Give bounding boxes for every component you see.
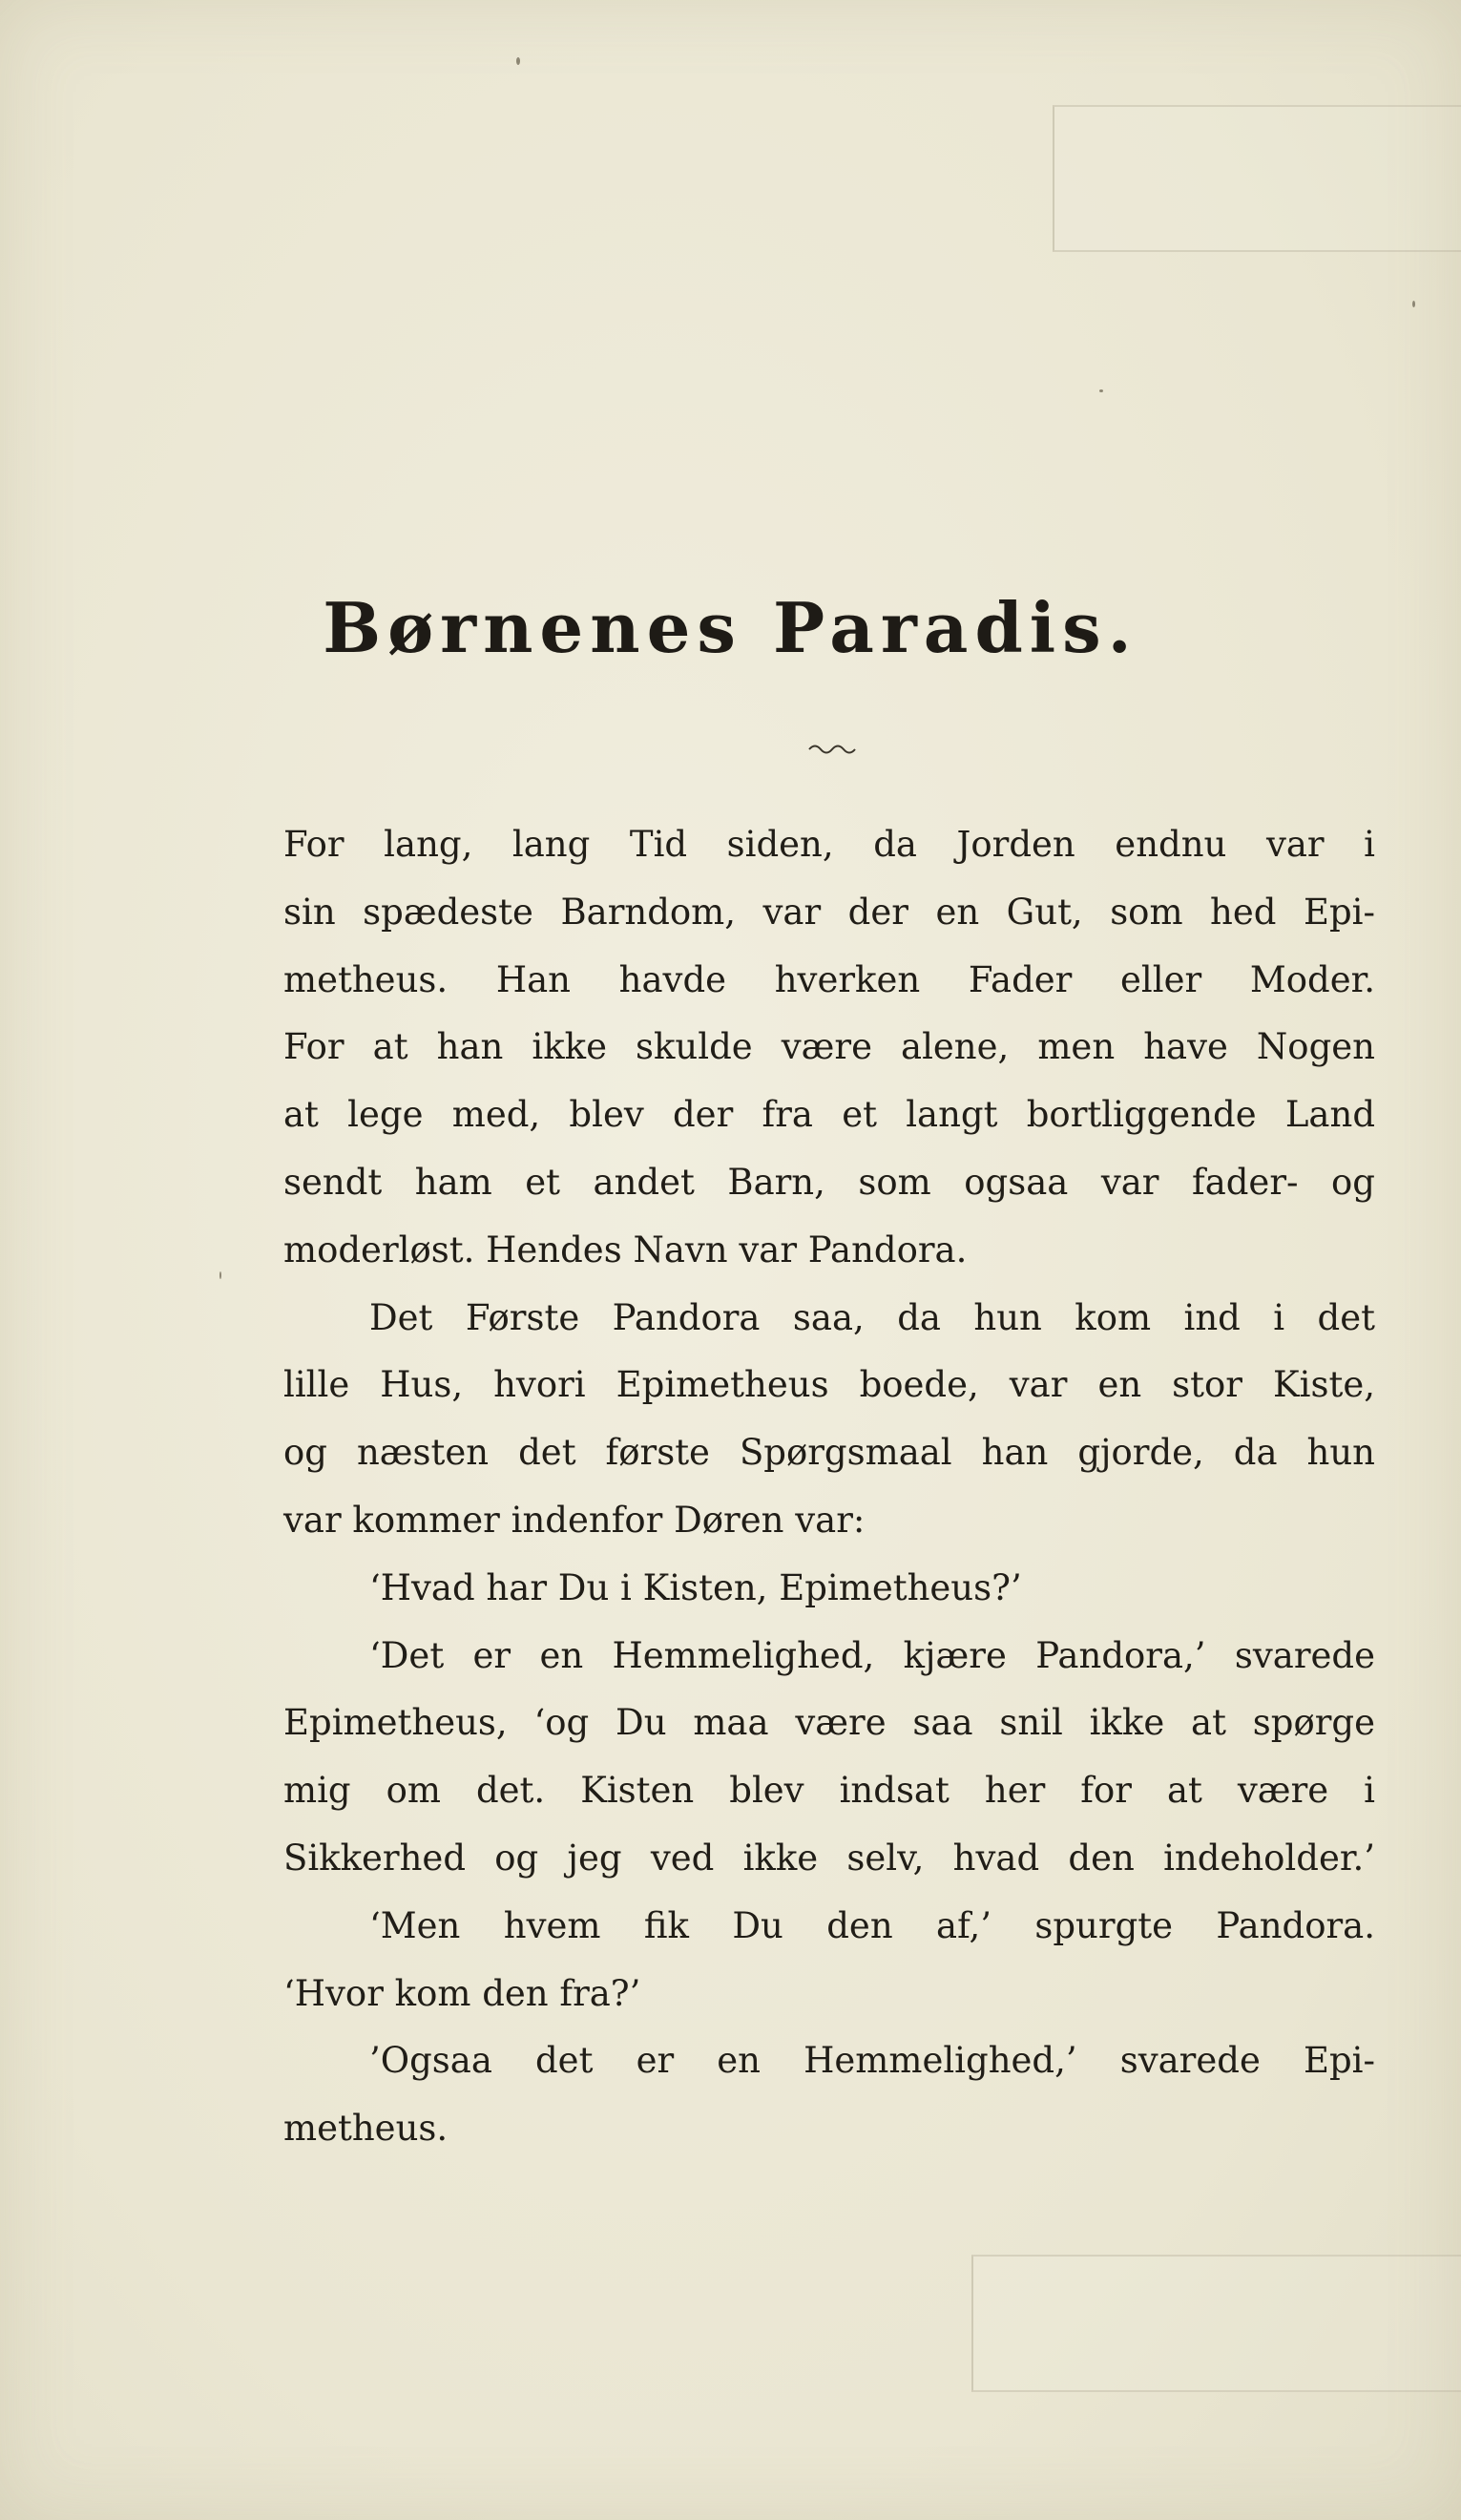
paper-slip-bottom (971, 2255, 1461, 2392)
text-line: sin spædeste Barndom, var der en Gut, som hed Epi- (283, 891, 1375, 933)
text-line: moderløst. Hendes Navn var Pandora. (283, 1228, 968, 1270)
text-line: For at han ikke skulde være alene, men have Nogen (283, 1026, 1375, 1068)
text-line: Det Første Pandora saa, da hun kom ind i det (369, 1296, 1375, 1338)
text-line: ’Ogsaa det er en Hemmelighed,’ svarede Epi- (369, 2040, 1375, 2082)
text-line: mig om det. Kisten blev indsat her for at være i (283, 1770, 1375, 1812)
text-line: metheus. Han havde hverken Fader eller Moder. (283, 958, 1375, 1000)
text-line: var kommer indenfor Døren var: (283, 1499, 866, 1541)
text-line: ‘Det er en Hemmelighed, kjære Pandora,’ svarede (369, 1634, 1375, 1676)
text-line: Epimetheus, ‘og Du maa være saa snil ikke at spørge (283, 1702, 1375, 1744)
text-line: For lang, lang Tid siden, da Jorden endnu var i (283, 824, 1375, 865)
text-line: sendt ham et andet Barn, som ogsaa var fader- og (283, 1161, 1375, 1203)
text-line: og næsten det første Spørgsmaal han gjorde, da hun (283, 1432, 1375, 1474)
text-line: Sikkerhed og jeg ved ikke selv, hvad den indeholder.’ (283, 1837, 1375, 1879)
text-line: lille Hus, hvori Epimetheus boede, var en stor Kiste, (283, 1364, 1375, 1406)
text-line: metheus. (283, 2108, 449, 2150)
text-line: ‘Hvad har Du i Kisten, Epimetheus?’ (369, 1566, 1022, 1608)
paper-slip-top (1053, 105, 1461, 252)
paper-speck (219, 1271, 221, 1279)
chapter-title: Børnenes Paradis. (323, 587, 1138, 668)
body-text (283, 811, 1375, 2163)
paper-speck (1099, 389, 1103, 392)
text-line: ‘Hvor kom den fra?’ (283, 1972, 641, 2014)
text-line: at lege med, blev der fra et langt bortliggende Land (283, 1094, 1375, 1136)
paper-speck (516, 57, 520, 65)
text-line: ‘Men hvem fik Du den af,’ spurgte Pandora. (369, 1904, 1375, 1946)
paper-speck (1412, 301, 1415, 307)
title-ornament (807, 741, 861, 754)
